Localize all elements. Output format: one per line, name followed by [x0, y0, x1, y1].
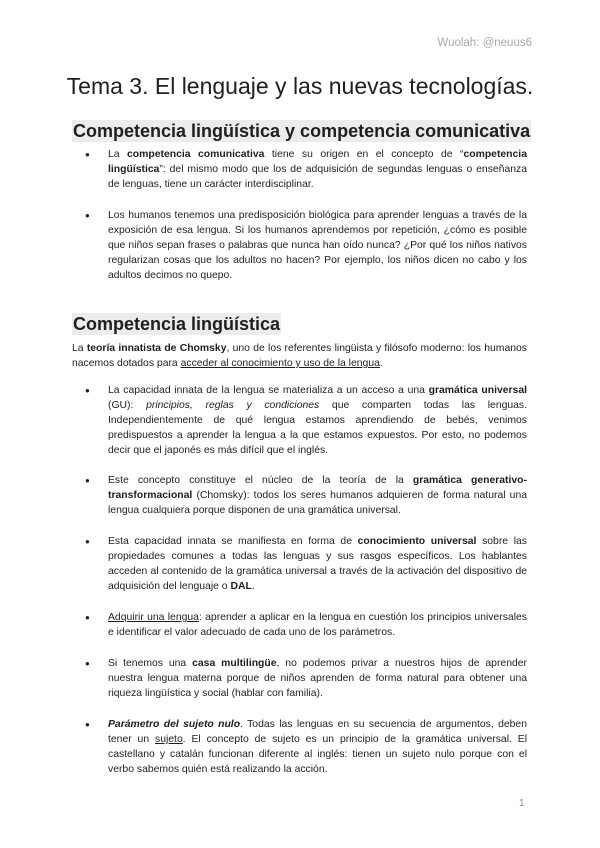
page-title: Tema 3. El lenguaje y las nuevas tecnologías. — [66, 73, 534, 99]
section-heading-competencia-linguistica: Competencia lingüística — [73, 314, 281, 334]
list-item: ● Si tenemos una casa multilingüe, no podemos privar a nuestros hijos de aprender nuestra lengua materna porque de niños aprenden de forma natural para obtener una riqueza lingüística y social (hablar con familia). — [72, 656, 527, 701]
page-number: 1 — [519, 798, 525, 809]
list-item: ● Este concepto constituye el núcleo de la teoría de la gramática generativo-transformacional (Chomsky): todos los seres humanos adquieren de forma natural una lengua cualquiera porque disponen de una gramática universal. — [72, 473, 527, 518]
list-item: ● Adquirir una lengua: aprender a aplicar en la lengua en cuestión los principios universales e identificar el valor adecuado de cada uno de los parámetros. — [72, 610, 527, 640]
watermark: Wuolah: @neuus6 — [437, 37, 532, 49]
list-item: ● Esta capacidad innata se manifiesta en forma de conocimiento universal sobre las propiedades comunes a todas las lenguas y sus rasgos específicos. Los hablantes acceden al contenido de la gramática universal a través de la activación del dispositivo de adquisición del lenguaje o DAL. — [72, 534, 527, 594]
section-heading-competencias: Competencia lingüística y competencia comunicativa — [73, 121, 531, 141]
section1-bullet-list — [72, 147, 527, 283]
section2-bullet-list — [72, 383, 527, 777]
list-item: ● Parámetro del sujeto nulo. Todas las lenguas en su secuencia de argumentos, deben tener un sujeto. El concepto de sujeto es un principio de la gramática universal. El castellano y catalán funcionan diferente al inglés: tienen un sujeto nulo porque con el verbo sabemos quién está realizando la acción. — [72, 717, 527, 777]
list-item: ● La competencia comunicativa tiene su origen en el concepto de “competencia lingüística”: del mismo modo que los de adquisición de segundas lenguas o enseñanza de lenguas, tiene un carácter interdisciplinar. — [72, 147, 527, 192]
list-item: ● La capacidad innata de la lengua se materializa a un acceso a una gramática universal (GU): principios, reglas y condiciones que comparten todas las lenguas. Independientemente de qué lengua estamos aprendiendo de bebés, venimos predispuestos a aprender la lengua a la que estamos expuestos. Por esto, no podemos decir que el japonés es más difícil que el inglés. — [72, 383, 527, 458]
list-item: ● Los humanos tenemos una predisposición biológica para aprender lenguas a través de la exposición de esa lengua. Si los humanos aprendemos por repetición, ¿cómo es posible que niños sepan frases o palabras que nunca han oído nunca? ¿Por qué los niños nativos regularizan cosas que los adultos no hacen? Por ejemplo, los niños dicen no cabo y los adultos decimos no quepo. — [72, 208, 527, 283]
section2-intro: La teoría innatista de Chomsky, uno de los referentes lingüista y filósofo moderno: los humanos nacemos dotados para acceder al conocimiento y uso de la lengua. — [72, 343, 527, 369]
